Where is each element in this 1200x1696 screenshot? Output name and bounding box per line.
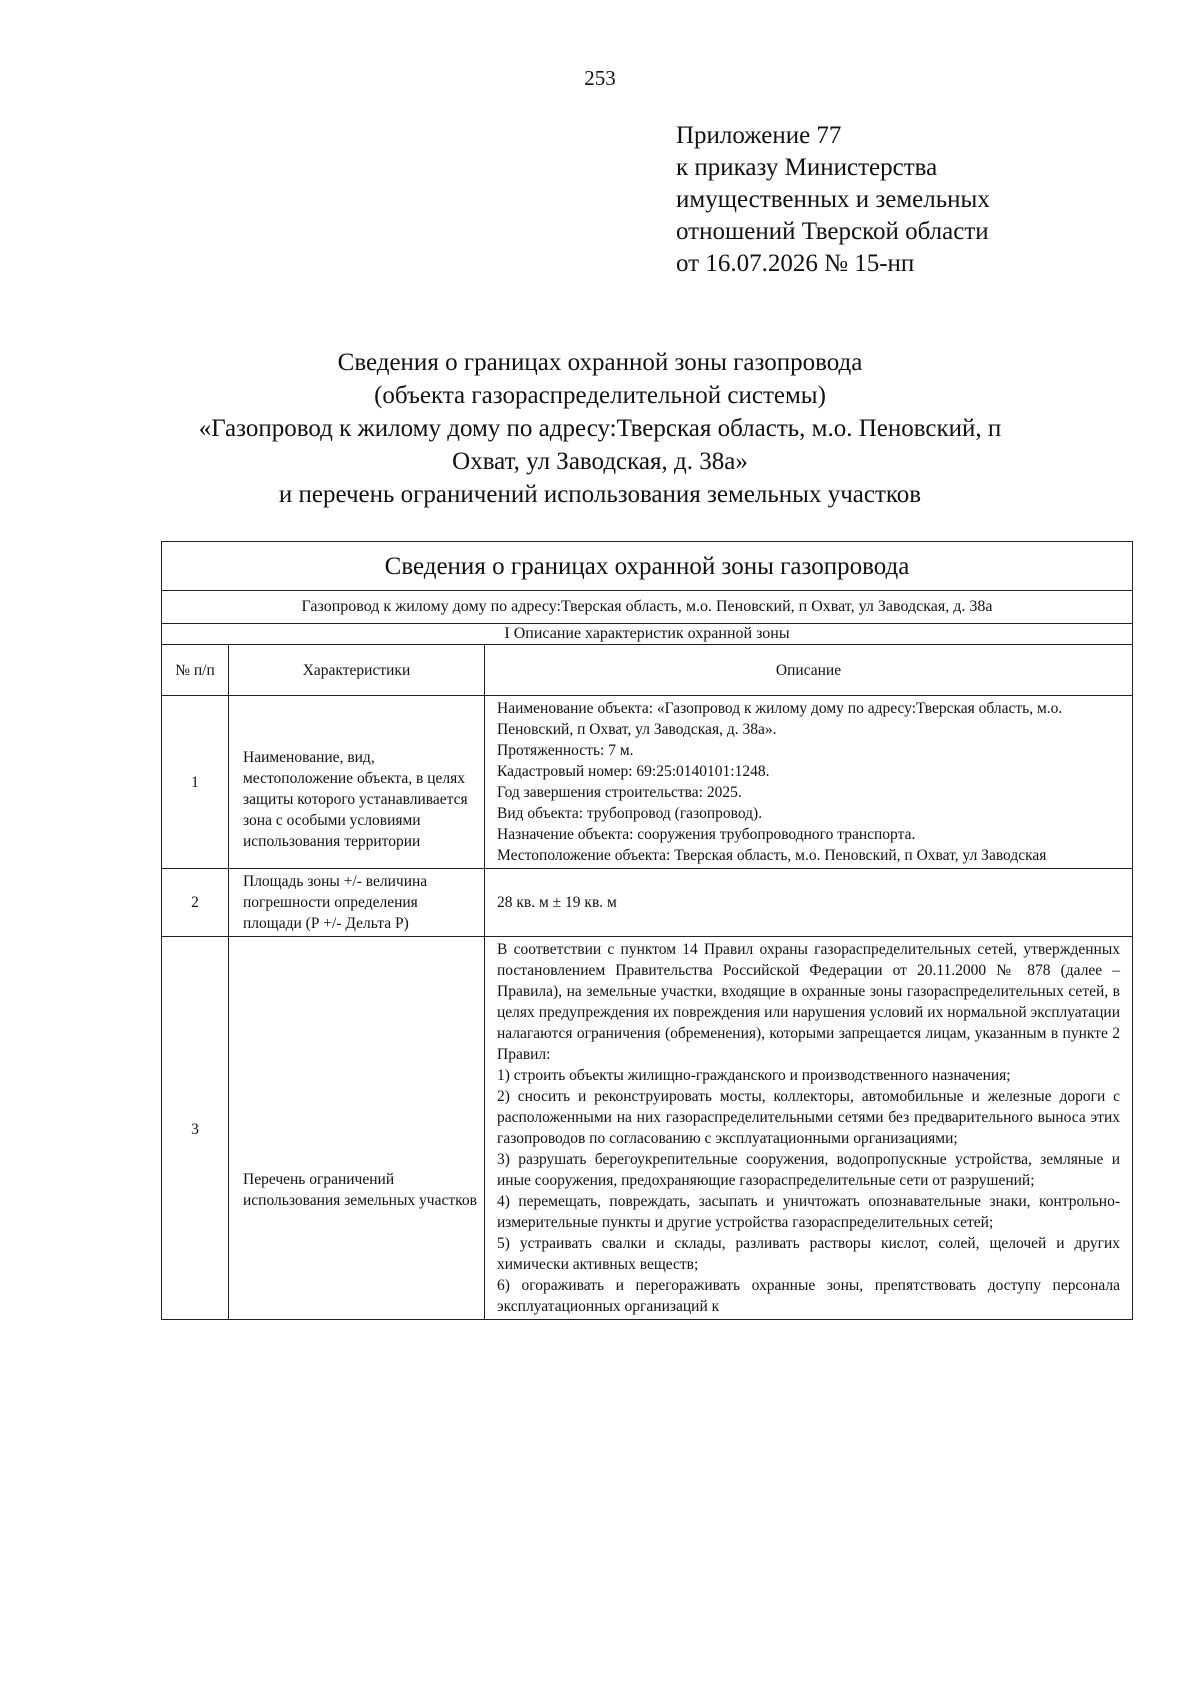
page-number: 253 — [584, 66, 616, 90]
header-num: № п/п — [162, 645, 229, 696]
zone-boundaries-table — [161, 541, 1133, 1320]
title-line-4: Охват, ул Заводская, д. 38а» — [452, 448, 748, 475]
table-section-title: Сведения о границах охранной зоны газопровода — [162, 542, 1133, 591]
description-line: Наименование объекта: «Газопровод к жилому дому по адресу:Тверская область, м.о. Пеновский, п Охват, ул Заводская, д. 38а». — [497, 700, 1063, 738]
header-description: Описание — [485, 645, 1133, 696]
description-paragraph: 6) огораживать и перегораживать охранные зоны, препятствовать доступу персонала эксплуатационных организаций к — [497, 1277, 1121, 1315]
table-header-row — [162, 645, 1133, 696]
row-description: 28 кв. м ± 19 кв. м — [485, 869, 1133, 937]
appendix-line-3: имущественных и земельных — [676, 186, 990, 213]
row-characteristic: Наименование, вид, местоположение объекта, в целях защиты которого устанавливается зона с особыми условиями использования территории — [229, 696, 485, 869]
row-characteristic: Перечень ограничений использования земельных участков — [229, 937, 485, 1320]
appendix-line-4: отношений Тверской области — [676, 218, 989, 245]
description-line: Вид объекта: трубопровод (газопровод). — [497, 805, 763, 822]
row-num: 2 — [162, 869, 229, 937]
title-line-2: (объекта газораспределительной системы) — [374, 382, 826, 409]
row-characteristic: Площадь зоны +/- величина погрешности определения площади (Р +/- Дельта Р) — [229, 869, 485, 937]
description-line: Местоположение объекта: Тверская область, м.о. Пеновский, п Охват, ул Заводская — [497, 847, 1047, 864]
description-paragraph: 1) строить объекты жилищно-гражданского и производственного назначения; — [497, 1067, 1011, 1084]
table-row — [162, 696, 1133, 869]
description-paragraph: В соответствии с пунктом 14 Правил охраны газораспределительных сетей, утвержденных постановлением Правительства Российской Федерации от 20.11.2000 № 878 (далее – Правила), на земельные участки, входящие в охранные зоны газораспределительных сетей, в целях предупреждения их повреждения или нарушения условий их нормальной эксплуатации налагаются ограничения (обременения), которыми запрещается лицам, указанным в пункте 2 Правил: — [497, 941, 1121, 1063]
row-description — [485, 937, 1133, 1320]
title-line-1: Сведения о границах охранной зоны газопровода — [337, 349, 863, 376]
appendix-line-5: от 16.07.2026 № 15-нп — [676, 250, 915, 277]
table-row — [162, 869, 1133, 937]
description-line: Год завершения строительства: 2025. — [497, 784, 742, 801]
description-paragraph: 5) устраивать свалки и склады, разливать растворы кислот, солей, щелочей и других химически активных веществ; — [497, 1235, 1121, 1273]
row-num: 3 — [162, 937, 229, 1320]
description-line: Протяженность: 7 м. — [497, 742, 634, 759]
title-line-3: «Газопровод к жилому дому по адресу:Тверская область, м.о. Пеновский, п — [198, 415, 1002, 442]
appendix-line-1: Приложение 77 — [676, 122, 842, 149]
row-num: 1 — [162, 696, 229, 869]
appendix-header — [676, 120, 990, 280]
description-line: Назначение объекта: сооружения трубопроводного транспорта. — [497, 826, 916, 843]
document-title — [100, 346, 1100, 511]
description-line: Кадастровый номер: 69:25:0140101:1248. — [497, 763, 770, 780]
table-part-title: I Описание характеристик охранной зоны — [162, 624, 1133, 645]
description-paragraph: 2) сносить и реконструировать мосты, коллекторы, автомобильные и железные дороги с расположенными на них газораспределительными сетями без предварительного выноса этих газопроводов по согласованию с эксплуатационными организациями; — [497, 1088, 1121, 1147]
table-object-name: Газопровод к жилому дому по адресу:Тверская область, м.о. Пеновский, п Охват, ул Заводская, д. 38а — [162, 591, 1133, 624]
table-row — [162, 937, 1133, 1320]
appendix-line-2: к приказу Министерства — [676, 154, 938, 181]
description-paragraph: 3) разрушать берегоукрепительные сооружения, водопропускные устройства, земляные и иные сооружения, предохраняющие газораспределительные сети от разрушений; — [497, 1151, 1121, 1189]
row-description — [485, 696, 1133, 869]
header-characteristics: Характеристики — [229, 645, 485, 696]
description-paragraph: 4) перемещать, повреждать, засыпать и уничтожать опознавательные знаки, контрольно-измерительные пункты и другие устройства газораспределительных сетей; — [497, 1193, 1121, 1231]
title-line-5: и перечень ограничений использования земельных участков — [278, 481, 922, 508]
